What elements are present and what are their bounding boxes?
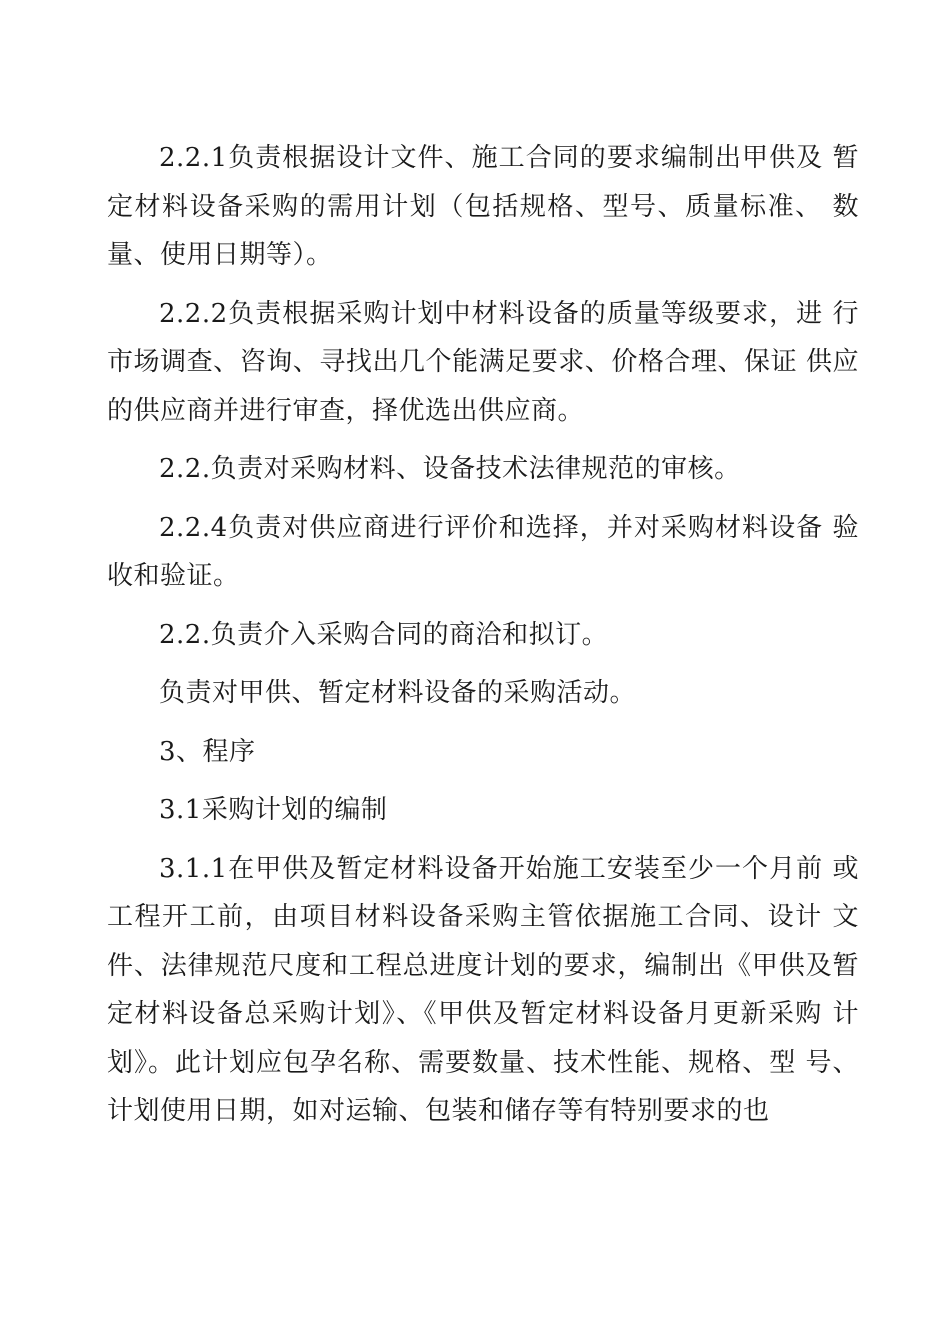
paragraph-2-2-3: 2.2.负责对采购材料、设备技术法律规范的审核。: [159, 454, 741, 484]
paragraph-procurement-activity: 负责对甲供、暂定材料设备的采购活动。: [159, 678, 637, 708]
paragraph-2-2-4: 2.2.4负责对供应商进行评价和选择，并对采购材料设备 验收和验证。: [107, 512, 859, 591]
paragraph-2-2-2: 2.2.2负责根据采购计划中材料设备的质量等级要求，进 行市场调查、咨询、寻找出几个能满足要求、价格合理、保证 供应的供应商并进行审查，择优选出供应商。: [107, 298, 859, 426]
document-body: [107, 134, 859, 1136]
subsection-heading-3-1: 3.1采购计划的编制: [159, 795, 388, 825]
paragraph-3-1-1: 3.1.1在甲供及暂定材料设备开始施工安装至少一个月前 或工程开工前，由项目材料设备采购主管依据施工合同、设计 文件、法律规范尺度和工程总进度计划的要求，编制出《甲供及暂定材料设备总采购计划》、《甲供及暂定材料设备月更新采购 计划》。此计划应包孕名称、需要数量、技术性能、规格、型 号、计划使用日期，如对运输、包装和储存等有特别要求的也: [107, 853, 859, 1126]
section-heading-procedure: 3、程序: [159, 736, 256, 767]
paragraph-2-2-1: 2.2.1负责根据设计文件、施工合同的要求编制出甲供及 暂定材料设备采购的需用计划（包括规格、型号、质量标准、 数量、使用日期等）。: [107, 143, 859, 270]
paragraph-2-2-5: 2.2.负责介入采购合同的商洽和拟订。: [159, 619, 609, 650]
